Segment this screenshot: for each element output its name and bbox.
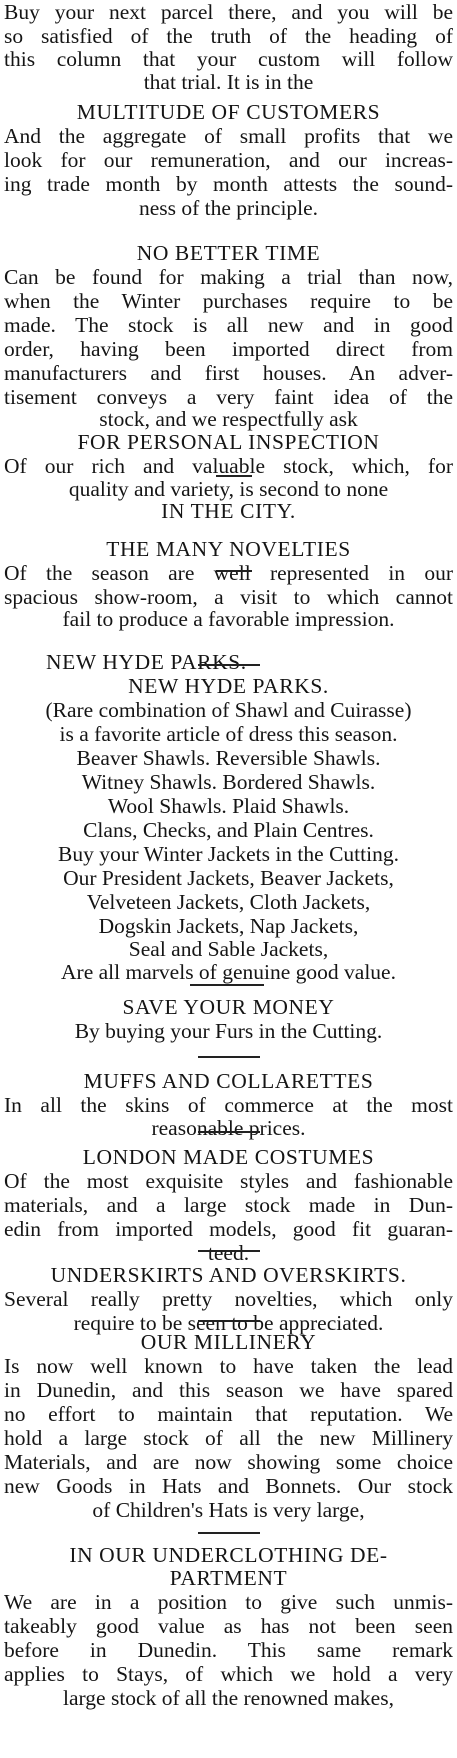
section-heading: IN OUR UNDERCLOTHING DE- (69, 1543, 388, 1567)
text-line: ing trade month by month attests the sound- (4, 172, 453, 196)
text-line: Clans, Checks, and Plain Centres. (83, 818, 374, 842)
text-line: Our President Jackets, Beaver Jackets, (63, 866, 394, 890)
text-line: require to be seen to be appreciated. (73, 1311, 384, 1335)
text-line: so satisfied of the truth of the heading of (4, 24, 453, 48)
text-line: that trial. It is in the (143, 70, 314, 94)
text-line: Of the most exquisite styles and fashionable (4, 1169, 453, 1193)
text-line: quality and variety, is second to none (68, 477, 389, 501)
text-line: manufacturers and first houses. An adver- (4, 361, 453, 385)
text-line: Buy your Winter Jackets in the Cutting. (58, 842, 399, 866)
section-rule (190, 984, 264, 986)
section-heading: IN THE CITY. (161, 499, 296, 523)
text-line: Are all marvels of genuine good value. (61, 960, 396, 984)
text-line: Of our rich and valuable stock, which, for (4, 454, 453, 478)
section-heading: NO BETTER TIME (136, 241, 321, 265)
section-heading: MUFFS AND COLLARETTES (83, 1069, 374, 1093)
text-line: Of the season are well represented in our (4, 561, 453, 585)
text-line: Several really pretty novelties, which only (4, 1287, 453, 1311)
section-rule (198, 1532, 260, 1534)
section-heading: NEW HYDE PARKS. (46, 650, 247, 674)
text-line: new Goods in Hats and Bonnets. Our stock (4, 1474, 453, 1498)
text-line: Seal and Sable Jackets, (128, 937, 329, 961)
text-line: We are in a position to give such unmis- (4, 1590, 453, 1614)
section-heading: SAVE YOUR MONEY (122, 995, 335, 1019)
text-line: Beaver Shawls. Reversible Shawls. (76, 746, 381, 770)
text-line: stock, and we respectfully ask (99, 407, 358, 431)
text-line: (Rare combination of Shawl and Cuirasse) (45, 698, 412, 722)
section-rule (198, 1250, 260, 1252)
text-line: is a favorite article of dress this season. (59, 722, 398, 746)
section-rule (216, 570, 252, 572)
text-line: applies to Stays, of which we hold a very (4, 1662, 453, 1686)
text-line: made. The stock is all new and in good (4, 313, 453, 337)
text-line: By buying your Furs in the Cutting. (74, 1019, 383, 1043)
text-line: Is now well known to have taken the lead (4, 1354, 453, 1378)
text-line: fail to produce a favorable impression. (62, 607, 395, 631)
text-line: edin from imported models, good fit guaran- (4, 1217, 453, 1241)
text-line: And the aggregate of small profits that we (4, 124, 453, 148)
section-heading: OUR MILLINERY (140, 1330, 317, 1354)
text-line: no effort to maintain that reputation. We (4, 1402, 453, 1426)
text-line: Dogskin Jackets, Nap Jackets, (98, 914, 359, 938)
text-line: look for our remuneration, and our increas- (4, 148, 453, 172)
text-line: hold a large stock of all the new Millinery (4, 1426, 453, 1450)
section-heading: MULTITUDE OF CUSTOMERS (76, 100, 381, 124)
section-rule (198, 1131, 260, 1133)
text-line: large stock of all the renowned makes, (63, 1686, 394, 1710)
text-line: Materials, and are now showing some choice (4, 1450, 453, 1474)
text-line: before in Dunedin. This same remark (4, 1638, 453, 1662)
section-heading: NEW HYDE PARKS. (128, 674, 329, 698)
section-heading: UNDERSKIRTS AND OVERSKIRTS. (50, 1263, 407, 1287)
text-line: Buy your next parcel there, and you will be (4, 0, 453, 24)
section-heading: LONDON MADE COSTUMES (82, 1145, 375, 1169)
text-line: Can be found for making a trial than now, (4, 265, 453, 289)
text-line: spacious show-room, a visit to which cannot (4, 585, 453, 609)
text-line: takeably good value as has not been seen (4, 1614, 453, 1638)
section-heading: PARTMENT (169, 1566, 288, 1590)
text-line: of Children's Hats is very large, (92, 1498, 365, 1522)
text-line: ness of the principle. (138, 196, 319, 220)
text-line: in Dunedin, and this season we have spared (4, 1378, 453, 1402)
text-line: Witney Shawls. Bordered Shawls. (81, 770, 376, 794)
section-rule (198, 664, 260, 666)
text-line: materials, and a large stock made in Dun- (4, 1193, 453, 1217)
text-line: this column that your custom will follow (4, 47, 453, 71)
text-line: teed. (207, 1241, 250, 1265)
text-line: reasonable prices. (151, 1116, 306, 1140)
text-line: tisement conveys a very faint idea of the (4, 385, 453, 409)
section-rule (198, 1320, 260, 1322)
text-line: Wool Shawls. Plaid Shawls. (107, 794, 350, 818)
text-line: Velveteen Jackets, Cloth Jackets, (86, 890, 371, 914)
section-rule (198, 1056, 260, 1058)
text-line: order, having been imported direct from (4, 337, 453, 361)
section-rule (216, 475, 252, 477)
text-line: In all the skins of commerce at the most (4, 1093, 453, 1117)
text-line: when the Winter purchases require to be (4, 289, 453, 313)
section-heading: FOR PERSONAL INSPECTION (77, 430, 380, 454)
section-heading: THE MANY NOVELTIES (106, 537, 351, 561)
